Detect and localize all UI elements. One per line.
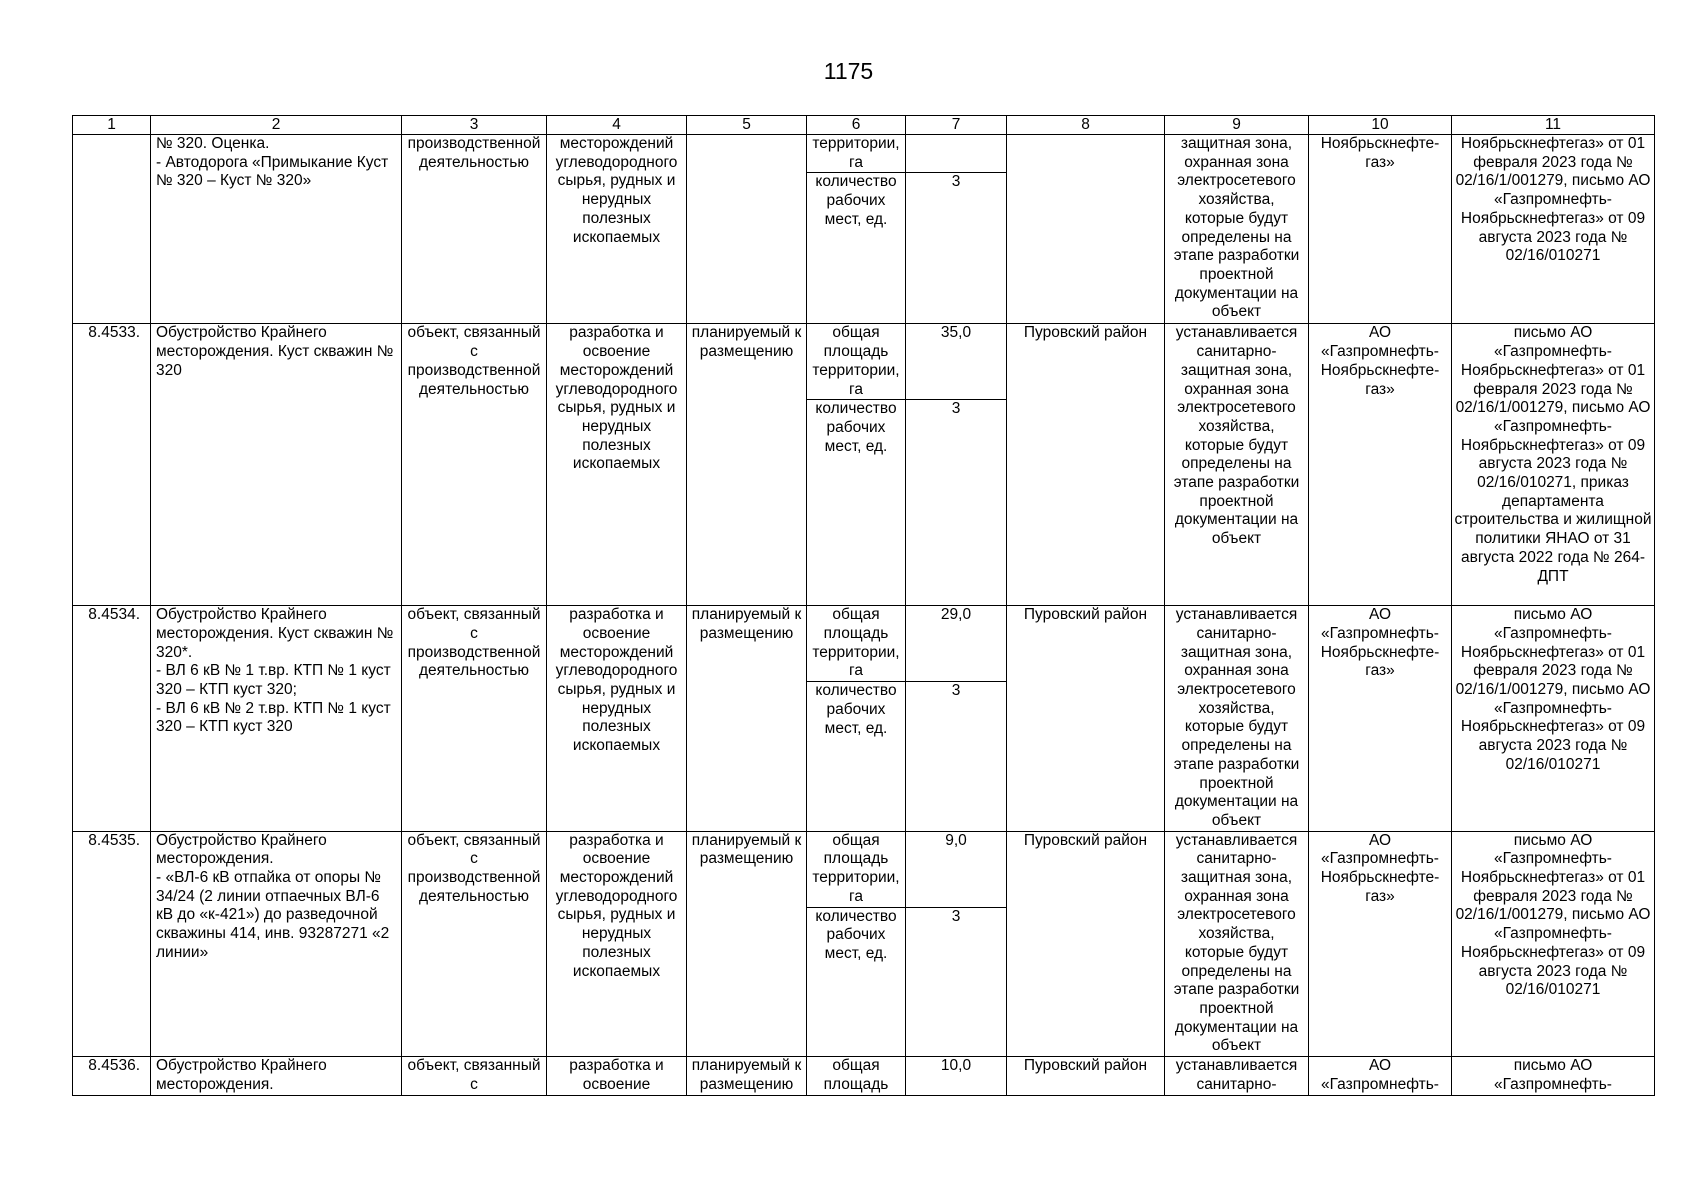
table-row bbox=[73, 324, 1655, 400]
object-purpose: объект, связанный с производственной деятельностью bbox=[402, 606, 547, 831]
zones: устанавливается санитарно-защитная зона, охранная зона электросетевого хозяйства, которые будут определены на этапе разработки проектной документации на объект bbox=[1165, 831, 1309, 1056]
param-value-jobs: 3 bbox=[906, 907, 1007, 1056]
owner: АО «Газпромнефть-Ноябрьскнефте-газ» bbox=[1309, 324, 1452, 606]
param-value-jobs: 3 bbox=[906, 400, 1007, 606]
object-status: планируемый к размещению bbox=[687, 606, 807, 831]
owner: АО «Газпромнефть-Ноябрьскнефте-газ» bbox=[1309, 606, 1452, 831]
param-label-jobs: количество рабочих мест, ед. bbox=[807, 907, 906, 1056]
register-table bbox=[72, 115, 1655, 1096]
activity-type: разработка и освоение месторождений углеводородного сырья, рудных и нерудных полезных ископаемых bbox=[547, 606, 687, 831]
param-label-area: общая площадь территории, га bbox=[807, 324, 906, 400]
object-name: Обустройство Крайнего месторождения. - «ВЛ-6 кВ отпайка от опоры № 34/24 (2 линии отпаечных ВЛ-6 кВ до «к-421») до разведочной скважины 414, инв. 93287271 «2 линии» bbox=[151, 831, 402, 1056]
object-status: планируемый к размещению bbox=[687, 831, 807, 1056]
column-header: 8 bbox=[1007, 116, 1165, 135]
row-number: 8.4536. bbox=[73, 1057, 151, 1095]
column-header: 9 bbox=[1165, 116, 1309, 135]
param-label-jobs: количество рабочих мест, ед. bbox=[807, 682, 906, 831]
param-label-jobs: количество рабочих мест, ед. bbox=[807, 173, 906, 324]
basis: Ноябрьскнефтегаз» от 01 февраля 2023 года № 02/16/1/001279, письмо АО «Газпромнефть-Ноябрьскнефтегаз» от 09 августа 2023 года № 02/16/010271 bbox=[1452, 135, 1655, 324]
param-value-area bbox=[906, 135, 1007, 173]
column-header: 11 bbox=[1452, 116, 1655, 135]
basis: письмо АО «Газпромнефть-Ноябрьскнефтегаз» от 01 февраля 2023 года № 02/16/1/001279, письмо АО «Газпромнефть-Ноябрьскнефтегаз» от 09 августа 2023 года № 02/16/010271 bbox=[1452, 831, 1655, 1056]
header-row bbox=[73, 116, 1655, 135]
activity-type: разработка и освоение bbox=[547, 1057, 687, 1095]
activity-type: разработка и освоение месторождений углеводородного сырья, рудных и нерудных полезных ископаемых bbox=[547, 831, 687, 1056]
location: Пуровский район bbox=[1007, 831, 1165, 1056]
param-value-area: 35,0 bbox=[906, 324, 1007, 400]
param-value-area: 10,0 bbox=[906, 1057, 1007, 1095]
column-header: 1 bbox=[73, 116, 151, 135]
row-number: 8.4535. bbox=[73, 831, 151, 1056]
param-label-area: территории, га bbox=[807, 135, 906, 173]
param-value-jobs: 3 bbox=[906, 173, 1007, 324]
object-name: Обустройство Крайнего месторождения. bbox=[151, 1057, 402, 1095]
param-label-jobs: количество рабочих мест, ед. bbox=[807, 400, 906, 606]
column-header: 7 bbox=[906, 116, 1007, 135]
activity-type: месторождений углеводородного сырья, рудных и нерудных полезных ископаемых bbox=[547, 135, 687, 324]
location: Пуровский район bbox=[1007, 324, 1165, 606]
table-row bbox=[73, 606, 1655, 682]
zones: устанавливается санитарно-защитная зона, охранная зона электросетевого хозяйства, которые будут определены на этапе разработки проектной документации на объект bbox=[1165, 324, 1309, 606]
table-row bbox=[73, 1057, 1655, 1095]
param-label-area: общая площадь территории, га bbox=[807, 831, 906, 907]
owner: АО «Газпромнефть-Ноябрьскнефте-газ» bbox=[1309, 831, 1452, 1056]
object-purpose: производственной деятельностью bbox=[402, 135, 547, 324]
object-status: планируемый к размещению bbox=[687, 324, 807, 606]
object-status: планируемый к размещению bbox=[687, 1057, 807, 1095]
object-purpose: объект, связанный с производственной деятельностью bbox=[402, 324, 547, 606]
location: Пуровский район bbox=[1007, 1057, 1165, 1095]
zones: устанавливается санитарно- bbox=[1165, 1057, 1309, 1095]
object-purpose: объект, связанный с bbox=[402, 1057, 547, 1095]
zones: защитная зона, охранная зона электросетевого хозяйства, которые будут определены на этапе разработки проектной документации на объект bbox=[1165, 135, 1309, 324]
object-name: Обустройство Крайнего месторождения. Куст скважин № 320 bbox=[151, 324, 402, 606]
row-number bbox=[73, 135, 151, 324]
param-label-area: общая площадь bbox=[807, 1057, 906, 1095]
zones: устанавливается санитарно-защитная зона, охранная зона электросетевого хозяйства, которые будут определены на этапе разработки проектной документации на объект bbox=[1165, 606, 1309, 831]
table-row bbox=[73, 831, 1655, 907]
basis: письмо АО «Газпромнефть- bbox=[1452, 1057, 1655, 1095]
param-label-area: общая площадь территории, га bbox=[807, 606, 906, 682]
location: Пуровский район bbox=[1007, 606, 1165, 831]
location bbox=[1007, 135, 1165, 324]
table-row bbox=[73, 135, 1655, 173]
param-value-area: 9,0 bbox=[906, 831, 1007, 907]
column-header: 2 bbox=[151, 116, 402, 135]
basis: письмо АО «Газпромнефть-Ноябрьскнефтегаз» от 01 февраля 2023 года № 02/16/1/001279, письмо АО «Газпромнефть-Ноябрьскнефтегаз» от 09 августа 2023 года № 02/16/010271, приказ департамента строительства и жилищной политики ЯНАО от 31 августа 2022 года № 264-ДПТ bbox=[1452, 324, 1655, 606]
column-header: 6 bbox=[807, 116, 906, 135]
param-value-jobs: 3 bbox=[906, 682, 1007, 831]
activity-type: разработка и освоение месторождений углеводородного сырья, рудных и нерудных полезных ископаемых bbox=[547, 324, 687, 606]
column-header: 10 bbox=[1309, 116, 1452, 135]
object-purpose: объект, связанный с производственной деятельностью bbox=[402, 831, 547, 1056]
basis: письмо АО «Газпромнефть-Ноябрьскнефтегаз» от 01 февраля 2023 года № 02/16/1/001279, письмо АО «Газпромнефть-Ноябрьскнефтегаз» от 09 августа 2023 года № 02/16/010271 bbox=[1452, 606, 1655, 831]
page-number: 1175 bbox=[823, 58, 874, 84]
owner: АО «Газпромнефть- bbox=[1309, 1057, 1452, 1095]
object-name: Обустройство Крайнего месторождения. Куст скважин № 320*. - ВЛ 6 кВ № 1 т.вр. КТП № 1 куст 320 – КТП куст 320; - ВЛ 6 кВ № 2 т.вр. КТП № 1 куст 320 – КТП куст 320 bbox=[151, 606, 402, 831]
column-header: 3 bbox=[402, 116, 547, 135]
object-status bbox=[687, 135, 807, 324]
column-header: 5 bbox=[687, 116, 807, 135]
column-header: 4 bbox=[547, 116, 687, 135]
row-number: 8.4534. bbox=[73, 606, 151, 831]
param-value-area: 29,0 bbox=[906, 606, 1007, 682]
object-name: № 320. Оценка. - Автодорога «Примыкание Куст № 320 – Куст № 320» bbox=[151, 135, 402, 324]
owner: Ноябрьскнефте-газ» bbox=[1309, 135, 1452, 324]
row-number: 8.4533. bbox=[73, 324, 151, 606]
